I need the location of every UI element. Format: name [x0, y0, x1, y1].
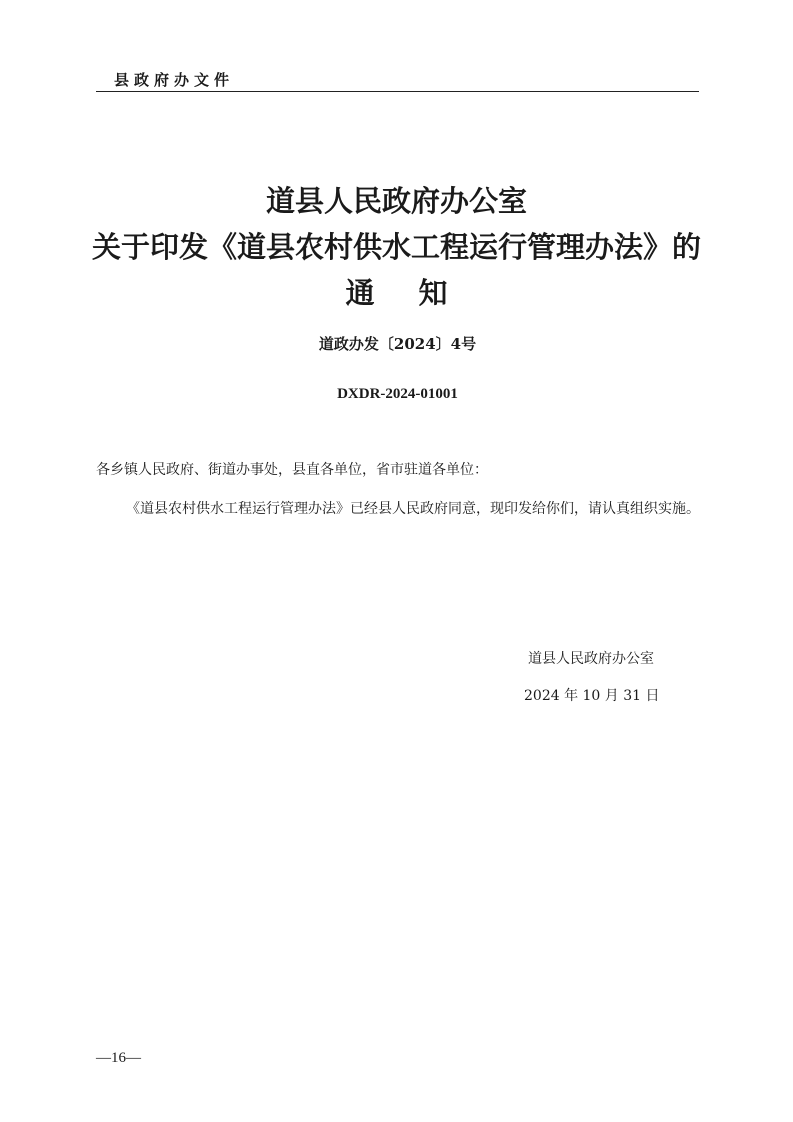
title-line-1: 道县人民政府办公室	[265, 184, 527, 218]
title-line-3: 通知	[345, 276, 492, 310]
header-divider	[96, 91, 699, 92]
document-number: 道政办发〔2024〕4号	[318, 335, 477, 353]
document-code: DXDR-2024-01001	[337, 386, 458, 402]
page-number: —16—	[96, 1050, 141, 1066]
signature-organization: 道县人民政府办公室	[528, 651, 654, 667]
title-line-2: 关于印发《道县农村供水工程运行管理办法》的	[91, 230, 701, 264]
header-label: 县政府办文件	[114, 71, 235, 89]
body-paragraph: 《道县农村供水工程运行管理办法》已经县人民政府同意，现印发给你们，请认真组织实施。	[126, 501, 700, 517]
signature-date: 2024 年 10 月 31 日	[524, 688, 660, 704]
document-title	[60, 178, 733, 316]
addressee: 各乡镇人民政府、街道办事处，县直各单位，省市驻道各单位：	[96, 462, 488, 478]
